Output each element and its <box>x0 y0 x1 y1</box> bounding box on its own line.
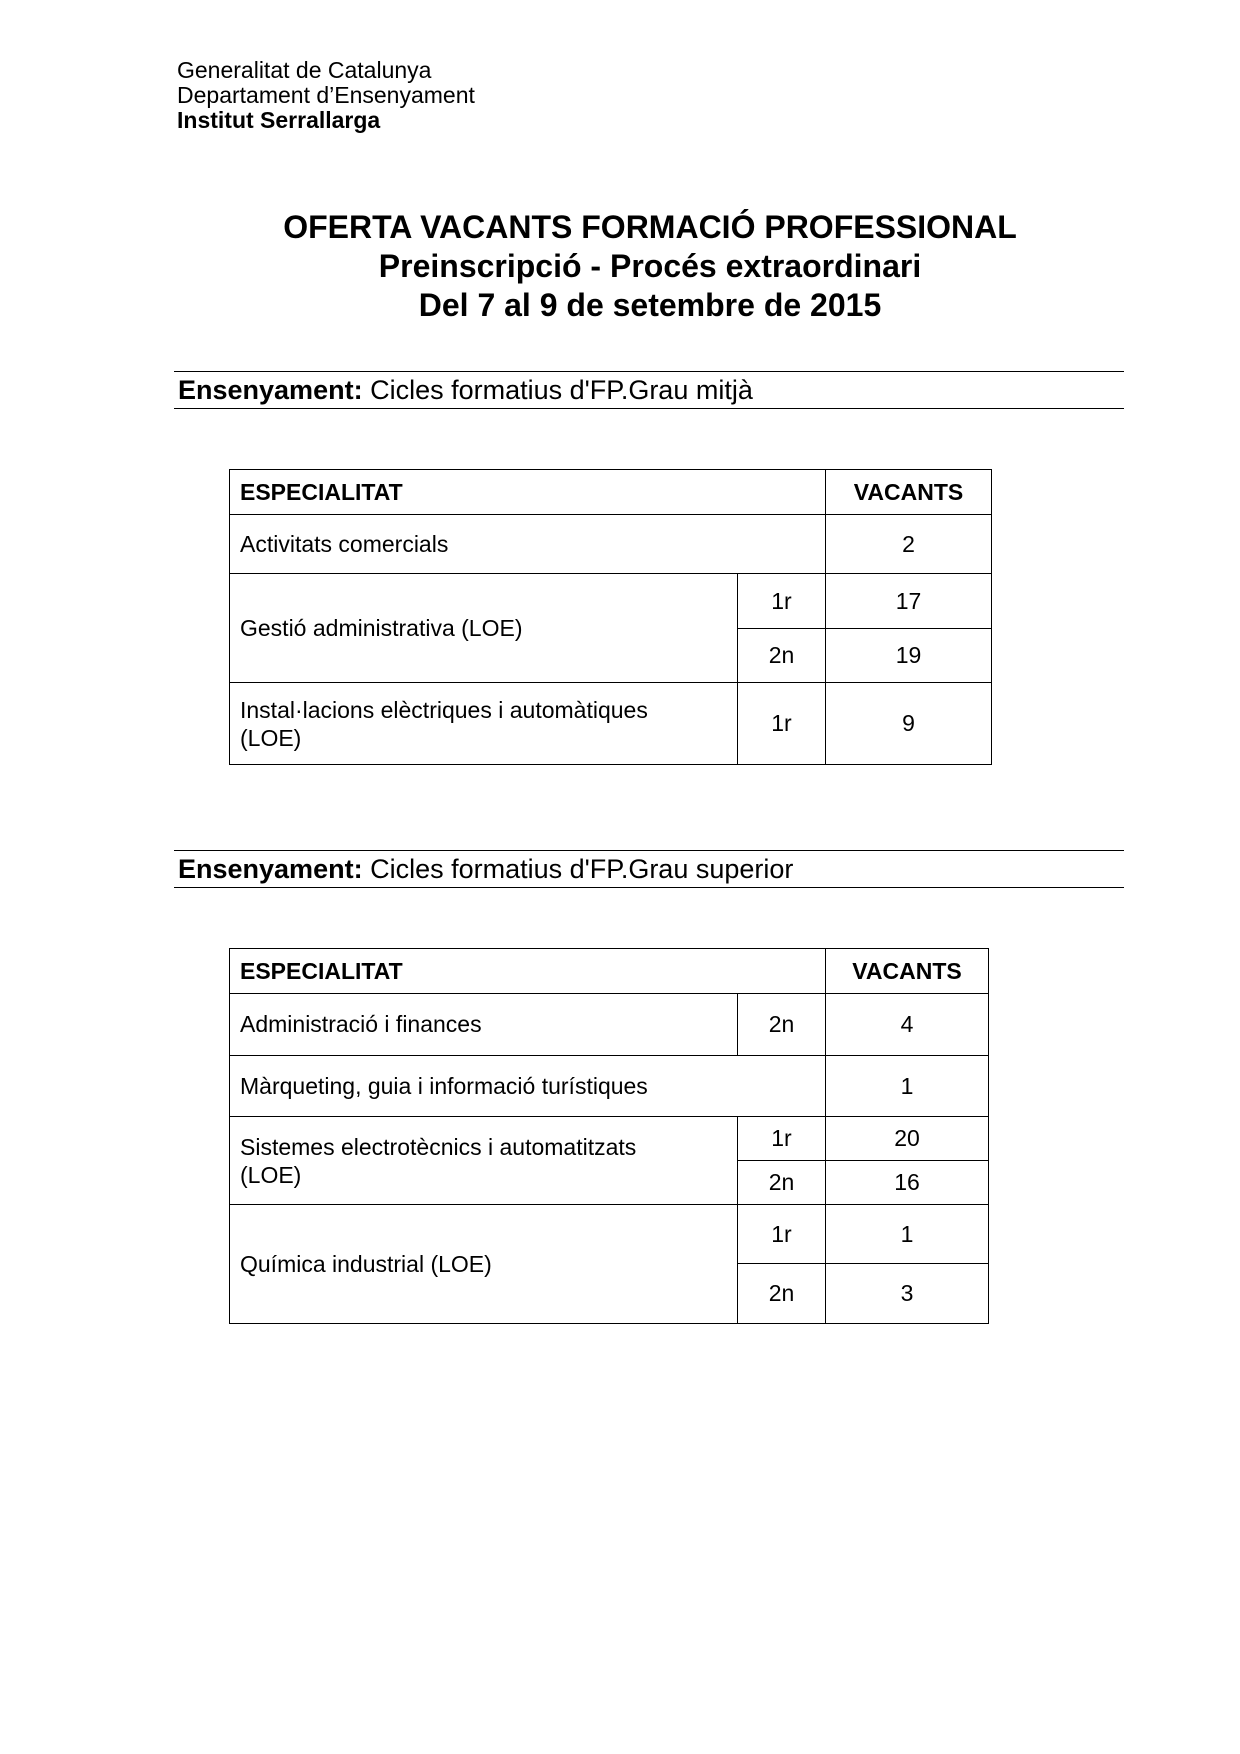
specialty-name-line: (LOE) <box>240 724 302 751</box>
title-line-process: Preinscripció - Procés extraordinari <box>378 248 922 284</box>
vacancies-count: 16 <box>826 1161 989 1205</box>
vacancies-count: 1 <box>826 1205 989 1264</box>
section-value: Cicles formatius d'FP.Grau mitjà <box>370 375 753 405</box>
column-header-vacancies: VACANTS <box>826 470 992 515</box>
specialty-name: Activitats comercials <box>230 515 826 574</box>
table-header-row <box>230 949 989 994</box>
specialty-name: Química industrial (LOE) <box>230 1205 738 1324</box>
specialty-name-line: (LOE) <box>240 1161 302 1188</box>
course-level: 1r <box>738 574 826 629</box>
specialty-name: Administració i finances <box>230 994 738 1056</box>
title-line-main: OFERTA VACANTS FORMACIÓ PROFESSIONAL <box>283 209 1017 245</box>
table-row <box>230 515 992 574</box>
vacancies-count: 1 <box>826 1056 989 1117</box>
section-label: Ensenyament: <box>178 375 363 405</box>
table-row <box>230 1056 989 1117</box>
specialty-name: Màrqueting, guia i informació turístiques <box>230 1056 826 1117</box>
vacancies-table-grau-mitja <box>229 469 992 765</box>
table-header-row <box>230 470 992 515</box>
vacancies-count: 19 <box>826 629 992 683</box>
specialty-name: Gestió administrativa (LOE) <box>230 574 738 683</box>
vacancies-count: 3 <box>826 1264 989 1324</box>
vacancies-count: 17 <box>826 574 992 629</box>
header-line-government: Generalitat de Catalunya <box>177 57 432 83</box>
specialty-name <box>230 1117 738 1205</box>
table-row <box>230 1117 989 1161</box>
section-heading-grau-superior <box>174 850 1124 888</box>
section-heading-grau-mitja <box>174 371 1124 409</box>
header-line-school: Institut Serrallarga <box>177 107 381 133</box>
vacancies-count: 9 <box>826 683 992 765</box>
column-header-specialty: ESPECIALITAT <box>230 470 826 515</box>
course-level: 2n <box>738 1161 826 1205</box>
vacancies-table-grau-superior <box>229 948 989 1324</box>
table-row <box>230 574 992 629</box>
course-level: 1r <box>738 683 826 765</box>
column-header-vacancies: VACANTS <box>826 949 989 994</box>
table-row <box>230 1205 989 1264</box>
specialty-name-line: Instal·lacions elèctriques i automàtiques <box>240 696 648 723</box>
course-level: 2n <box>738 1264 826 1324</box>
section-label: Ensenyament: <box>178 854 363 884</box>
course-level: 2n <box>738 994 826 1056</box>
course-level: 1r <box>738 1117 826 1161</box>
header-line-department: Departament d’Ensenyament <box>177 82 475 108</box>
course-level: 1r <box>738 1205 826 1264</box>
table-row <box>230 683 992 765</box>
title-line-dates: Del 7 al 9 de setembre de 2015 <box>418 287 882 323</box>
vacancies-count: 20 <box>826 1117 989 1161</box>
section-value: Cicles formatius d'FP.Grau superior <box>370 854 794 884</box>
vacancies-count: 4 <box>826 994 989 1056</box>
column-header-specialty: ESPECIALITAT <box>230 949 826 994</box>
vacancies-count: 2 <box>826 515 992 574</box>
institution-header <box>177 58 475 133</box>
specialty-name <box>230 683 738 765</box>
specialty-name-line: Sistemes electrotècnics i automatitzats <box>240 1133 637 1160</box>
course-level: 2n <box>738 629 826 683</box>
document-title <box>0 208 1240 325</box>
table-row <box>230 994 989 1056</box>
